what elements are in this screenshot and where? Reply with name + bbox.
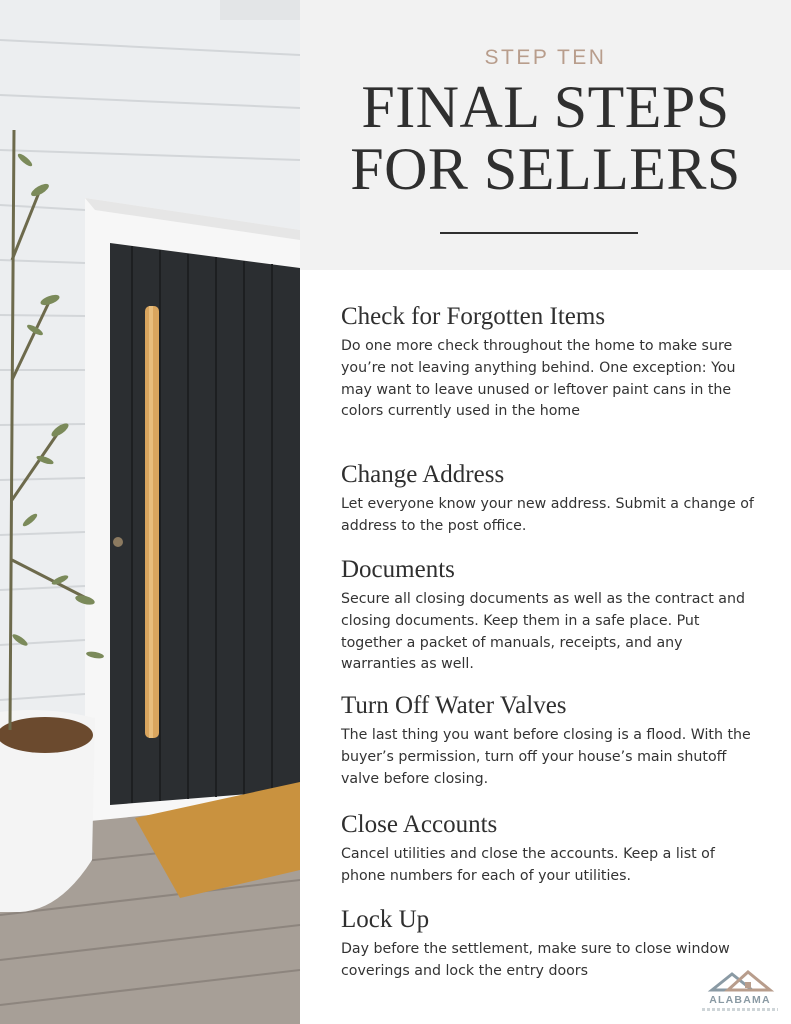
section-heading: Lock Up [341,906,430,933]
section-body: Cancel utilities and close the accounts. Keep a list of phone numbers for each of your utilities. [341,846,715,884]
logo-text: ALABAMA [709,994,771,1006]
section-close-accounts [341,808,761,888]
section-heading: Documents [341,556,455,583]
section-water-valves [341,689,761,790]
section-heading: Check for Forgotten Items [341,303,606,330]
title-line-1: FINAL STEPS [361,74,730,140]
house-roof-icon [702,968,778,996]
title-line-2: FOR SELLERS [350,136,741,202]
page-title [300,76,791,200]
section-body: The last thing you want before closing is a flood. With the buyer’s permission, turn off your house’s main shutoff valve before closing. [341,727,751,787]
title-divider [440,232,638,234]
logo-subline [702,1008,778,1011]
section-heading: Close Accounts [341,811,498,838]
section-body: Let everyone know your new address. Submit a change of address to the post office. [341,496,754,534]
step-label: STEP TEN [484,46,607,69]
section-body: Day before the settlement, make sure to close window coverings and lock the entry doors [341,941,730,979]
brand-logo [702,968,778,1020]
section-heading: Turn Off Water Valves [341,692,567,719]
section-body: Do one more check throughout the home to make sure you’re not leaving anything behind. One exception: You may want to leave unused or leftover paint cans in the colors currently used in the home [341,338,736,420]
front-door-photo [0,0,300,1024]
section-heading: Change Address [341,461,505,488]
section-change-address [341,458,761,538]
section-documents [341,553,761,676]
section-body: Secure all closing documents as well as the contract and closing documents. Keep them in a safe place. Put together a packet of manuals, receipts, and any warranties as well. [341,591,745,673]
section-lock-up [341,903,761,983]
header-panel [300,0,791,270]
section-forgotten-items [341,300,761,423]
